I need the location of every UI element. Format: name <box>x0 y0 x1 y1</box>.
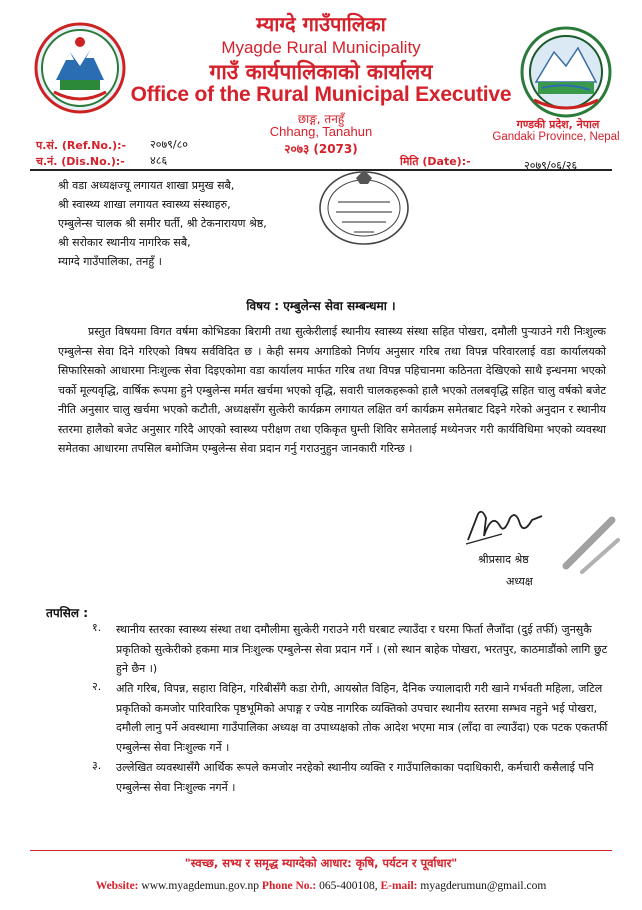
footer-slogan: "स्वच्छ, सभ्य र समृद्ध म्याग्देको आधार: कृषि, पर्यटन र पूर्वाधार" <box>184 856 458 870</box>
addressee-line: श्री सरोकार स्थानीय नागरिक सबै, <box>58 236 191 249</box>
addressee-line: श्री स्वास्थ्य शाखा लगायत स्वास्थ्य संस्थाहरु, <box>58 198 231 211</box>
signatory-title: अध्यक्ष <box>506 575 533 588</box>
phone-value: 065-400108, <box>319 880 378 892</box>
ref-value: २०७९/८० <box>150 138 189 151</box>
office-stamp <box>316 168 412 248</box>
date-value: २०७९/०६/२६ <box>524 159 578 172</box>
dis-label: च.नं. (Dis.No.):- <box>36 155 125 168</box>
phone-label: Phone No.: <box>261 880 317 892</box>
office-name-nepali: गाउँ कार्यपालिकाको कार्यालय <box>209 60 433 84</box>
list-item: अति गरिब, विपन्न, सहारा विहिन, गरिबीसँगै कडा रोगी, आयस्रोत विहिन, दैनिक ज्यालादारी गरी खाने गर्भवती महिला, जटिल प्रकृतिको कमजोर पारिवारिक पृष्ठभूमिको अपाङ्ग र ज्येष्ठ नागरिक व्यक्तिको उपचार स्थानीय स्तरमा सम्भव नहुने भई पोखरा, दमौली लानु पर्ने अवस्थामा गाउँपालिका अध्यक्ष वा उपाध्यक्षको तोक आदेश भएमा मात्र (लाँदा वा ल्याउँदा) एक पटक एकतर्फी एम्बुलेन्स सेवा निःशुल्क गर्ने । <box>116 682 608 754</box>
email-link[interactable]: myagderumun@gmail.com <box>420 880 547 892</box>
signature-rubber-stamp <box>552 500 624 578</box>
email-label: E-mail: <box>380 880 418 892</box>
list-item: उल्लेखित व्यवस्थासँगै आर्थिक रूपले कमजोर नरहेको स्थानीय व्यक्ति र गाउँपालिकाका पदाधिकारी, कर्मचारी कसैलाई पनि एम्बुलेन्स सेवा निःशुल्क नगर्ने । <box>116 761 594 794</box>
body-paragraph: प्रस्तुत विषयमा विगत वर्षमा कोभिडका बिरामी तथा सुत्केरीलाई स्थानीय स्वास्थ्य संस्था सहित पोखरा, दमौली पुऱ्याउने गरी निःशुल्क एम्बुलेन्स सेवा दिने गरिएको विषय सर्वविदित छ । केही समय अगाडिको निर्णय अनुसार गरिब तथा विपन्न परिवारलाई वडा कार्यालयको सिफारिसको आधारमा निःशुल्क सेवा दिइएकोमा वडा कार्यालय मार्फत गरिब तथा विपन्न पहिचानमा कठिनता देखिएको साथै इन्धनमा भएको चर्को मूल्यवृद्धि, वार्षिक रूपमा हुने एम्बुलेन्स मर्मत खर्चमा भएको वृद्धि, सवारी चालकहरूको हालै भएको तलबवृद्धि सहित चालु वर्षको बजेट नीति अनुसार चालु खर्चमा भएको कटौती, अध्यक्षसँग सुत्केरी कार्यक्रम लगायत लक्षित वर्ग कार्यक्रम समेतबाट दिइने गरेको अनुदान र स्थानीय स्तरमा हालैको बजेट अनुसार गरिदै आएको स्वास्थ्य परीक्षण तथा एकिकृत घुम्ती शिविर समेतलाई मध्येनजर गरी कार्यविधिमा भएको व्यवस्था समेतका आधारमा तपसिल बमोजिम एम्बुलेन्स सेवा प्रदान गर्नु गराउनुहुन जानकारी गरिन्छ । <box>58 325 606 455</box>
addressee-list <box>58 176 267 271</box>
province-nepali: गण्डकी प्रदेश, नेपाल <box>516 118 600 131</box>
province-english: Gandaki Province, Nepal <box>492 131 620 143</box>
item-number: १. <box>92 621 102 634</box>
established-year: २०७३ (2073) <box>284 142 358 156</box>
addressee-line: म्याग्दे गाउँपालिका, तनहुँ । <box>58 255 162 268</box>
item-number: २. <box>92 680 102 693</box>
subject-line: विषय : एम्बुलेन्स सेवा सम्बन्धमा । <box>246 299 396 313</box>
nepal-emblem-logo <box>34 22 126 114</box>
addressee-line: एम्बुलेन्स चालक श्री समीर घर्ती, श्री टेकनारायण श्रेष्ठ, <box>58 217 267 230</box>
handwritten-signature <box>462 504 546 548</box>
website-label: Website: <box>95 880 139 892</box>
location-english: Chhang, Tanahun <box>269 124 373 139</box>
location-nepali: छाङ्ग, तनहुँ <box>297 112 345 126</box>
tapasil-heading: तपसिल : <box>46 606 88 620</box>
list-item: स्थानीय स्तरका स्वास्थ्य संस्था तथा दमौलीमा सुत्केरी गराउने गरी घरबाट ल्याउँदा र घरमा फिर्ता लैजाँदा (दुई तर्फी) जुनसुकै प्रकृतिको सुत्केरीको हकमा मात्र निःशुल्क एम्बुलेन्स सेवा प्रदान गर्ने । (सो स्थान बाहेक पोखरा, भरतपुर, काठमाडौंको लागि छुट हुने छैन ।) <box>116 623 608 675</box>
office-name-english: Office of the Rural Municipal Executive <box>130 83 512 106</box>
ref-label: प.सं. (Ref.No.):- <box>36 139 127 152</box>
footer-divider <box>30 850 612 851</box>
signatory-name: श्रीप्रसाद श्रेष्ठ <box>478 553 529 566</box>
addressee-line: श्री वडा अध्यक्षज्यू लगायत शाखा प्रमुख सबै, <box>58 179 235 192</box>
municipality-name-english: Myagde Rural Municipality <box>221 38 421 57</box>
website-link[interactable]: www.myagdemun.gov.np <box>141 880 260 892</box>
gandaki-province-logo <box>520 26 612 118</box>
municipality-name-nepali: म्याग्दे गाउँपालिका <box>256 12 386 36</box>
date-label: मिति (Date):- <box>400 155 471 168</box>
dis-value: ४८६ <box>150 154 168 167</box>
footer-contact <box>0 880 642 892</box>
item-number: ३. <box>92 759 102 772</box>
